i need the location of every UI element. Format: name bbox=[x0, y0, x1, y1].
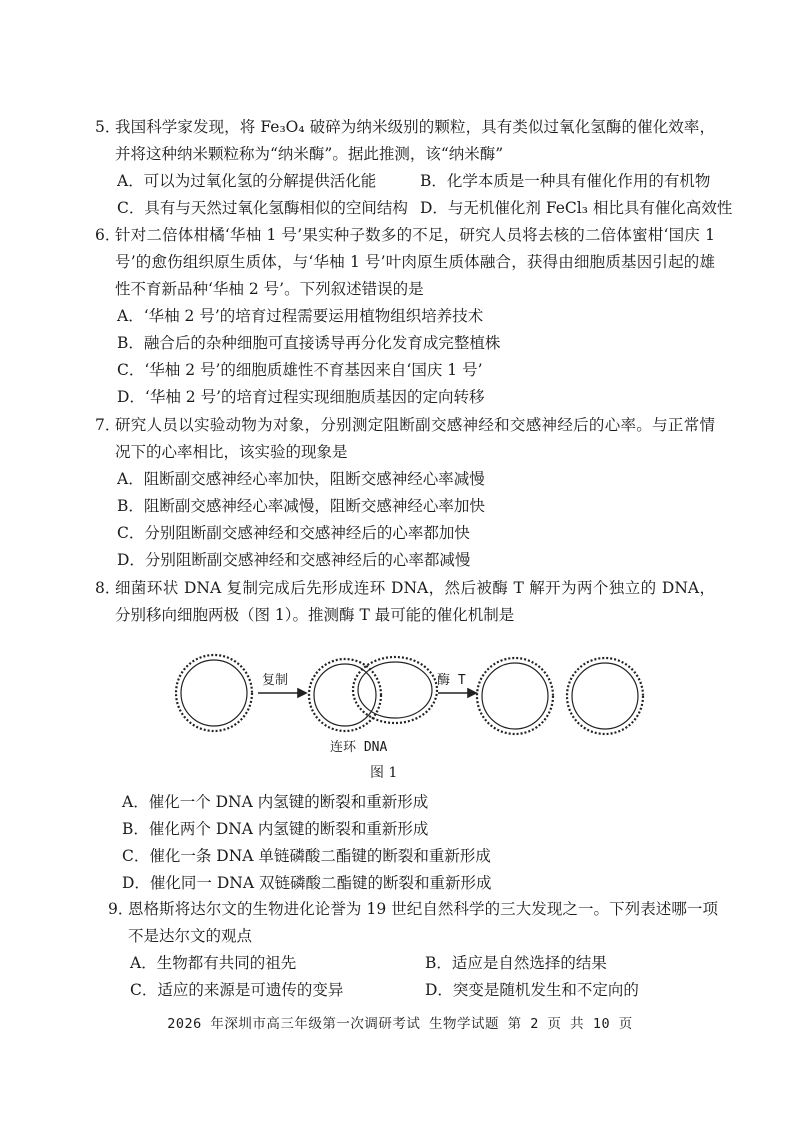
question-stem: 恩格斯将达尔文的生物进化论誉为 19 世纪自然科学的三大发现之一。下列表述哪一项不是达尔文的观点 bbox=[128, 900, 718, 945]
question-number: 6． bbox=[95, 226, 121, 244]
option-a: A．生物都有共同的祖先 bbox=[130, 954, 297, 972]
option-b: B．适应是自然选择的结果 bbox=[425, 954, 607, 972]
dna-replication-figure bbox=[170, 638, 650, 788]
question-stem: 我国科学家发现，将 Fe₃O₄ 破碎为纳米级别的颗粒，具有类似过氧化氢酶的催化效率，并将这种纳米颗粒称为“纳米酶”。据此推测，该“纳米酶” bbox=[115, 118, 715, 163]
option-d: D．突变是随机发生和不定向的 bbox=[425, 981, 639, 999]
question-stem: 针对二倍体柑橘‘华柚 1 号’果实种子数多的不足，研究人员将去核的二倍体蜜柑‘国庆 1 号’的愈伤组织原生质体，与‘华柚 1 号’叶肉原生质体融合，获得由细胞质基因引起的雄性不育新品种‘华柚 2 号’。下列叙述错误的是 bbox=[115, 226, 715, 298]
option-d: D．与无机催化剂 FeCl₃ 相比具有催化高效性 bbox=[420, 199, 733, 217]
circular-dna-inner bbox=[181, 660, 247, 726]
question-9 bbox=[108, 896, 718, 1004]
option-c: C．‘华柚 2 号’的细胞质雄性不育基因来自‘国庆 1 号’ bbox=[117, 361, 483, 379]
option-d: D．分别阻断副交感神经和交感神经后的心率都减慢 bbox=[117, 551, 471, 569]
label-replication: 复制 bbox=[262, 673, 289, 688]
option-c: C．具有与天然过氧化氢酶相似的空间结构 bbox=[117, 199, 408, 217]
catenane-ring-2-inner bbox=[358, 662, 432, 718]
question-7 bbox=[95, 412, 715, 574]
catenane-ring-2 bbox=[353, 657, 437, 723]
option-a: A．‘华柚 2 号’的培育过程需要运用植物组织培养技术 bbox=[117, 307, 484, 325]
option-c: C．适应的来源是可遗传的变异 bbox=[130, 981, 344, 999]
option-d: D．‘华柚 2 号’的培育过程实现细胞质基因的定向转移 bbox=[117, 388, 485, 406]
option-b: B．融合后的杂种细胞可直接诱导再分化发育成完整植株 bbox=[117, 334, 501, 352]
figure-caption: 图 1 bbox=[370, 765, 398, 781]
option-b: B．阻断副交感神经心率减慢，阻断交感神经心率加快 bbox=[117, 497, 485, 515]
option-c: C．分别阻断副交感神经和交感神经后的心率都加快 bbox=[117, 524, 470, 542]
option-d: D．催化同一 DNA 双链磷酸二酯键的断裂和重新形成 bbox=[122, 874, 492, 892]
separated-dna-2-inner bbox=[572, 663, 638, 729]
option-list bbox=[108, 950, 718, 1004]
separated-dna-2 bbox=[567, 658, 643, 734]
circular-dna bbox=[176, 655, 252, 731]
question-6 bbox=[95, 222, 715, 411]
question-number: 7． bbox=[95, 416, 121, 434]
label-catenane: 连环 DNA bbox=[330, 740, 388, 755]
question-stem: 研究人员以实验动物为对象，分别测定阻断副交感神经和交感神经后的心率。与正常情况下的心率相比，该实验的现象是 bbox=[115, 416, 715, 461]
option-b: B．催化两个 DNA 内氢键的断裂和重新形成 bbox=[122, 820, 429, 838]
option-c: C．催化一条 DNA 单链磷酸二酯键的断裂和重新形成 bbox=[122, 847, 491, 865]
question-stem: 细菌环状 DNA 复制完成后先形成连环 DNA，然后被酶 T 解开为两个独立的 DNA，分别移向细胞两极（图 1）。推测酶 T 最可能的催化机制是 bbox=[115, 579, 715, 624]
label-enzyme-t: 酶 T bbox=[437, 673, 466, 688]
option-list bbox=[95, 168, 733, 222]
option-a: A．催化一个 DNA 内氢键的断裂和重新形成 bbox=[122, 793, 429, 811]
catenane-ring-1-inner bbox=[314, 664, 376, 726]
question-number: 8． bbox=[95, 579, 121, 597]
question-5 bbox=[95, 114, 733, 222]
option-list bbox=[95, 466, 715, 574]
arrow-head-icon bbox=[468, 689, 476, 697]
question-8-options bbox=[100, 789, 720, 897]
question-8 bbox=[95, 575, 715, 629]
option-list bbox=[95, 303, 715, 411]
question-number: 5． bbox=[95, 118, 121, 136]
separated-dna-1 bbox=[477, 658, 553, 734]
separated-dna-1-inner bbox=[482, 663, 548, 729]
option-b: B．化学本质是一种具有催化作用的有机物 bbox=[420, 172, 711, 190]
option-a: A．阻断副交感神经心率加快，阻断交感神经心率减慢 bbox=[117, 470, 485, 488]
question-number: 9． bbox=[108, 900, 134, 918]
option-a: A．可以为过氧化氢的分解提供活化能 bbox=[117, 172, 377, 190]
arrow-head-icon bbox=[298, 689, 306, 697]
page-footer: 2026 年深圳市高三年级第一次调研考试 生物学试题 第 2 页 共 10 页 bbox=[167, 1016, 633, 1032]
